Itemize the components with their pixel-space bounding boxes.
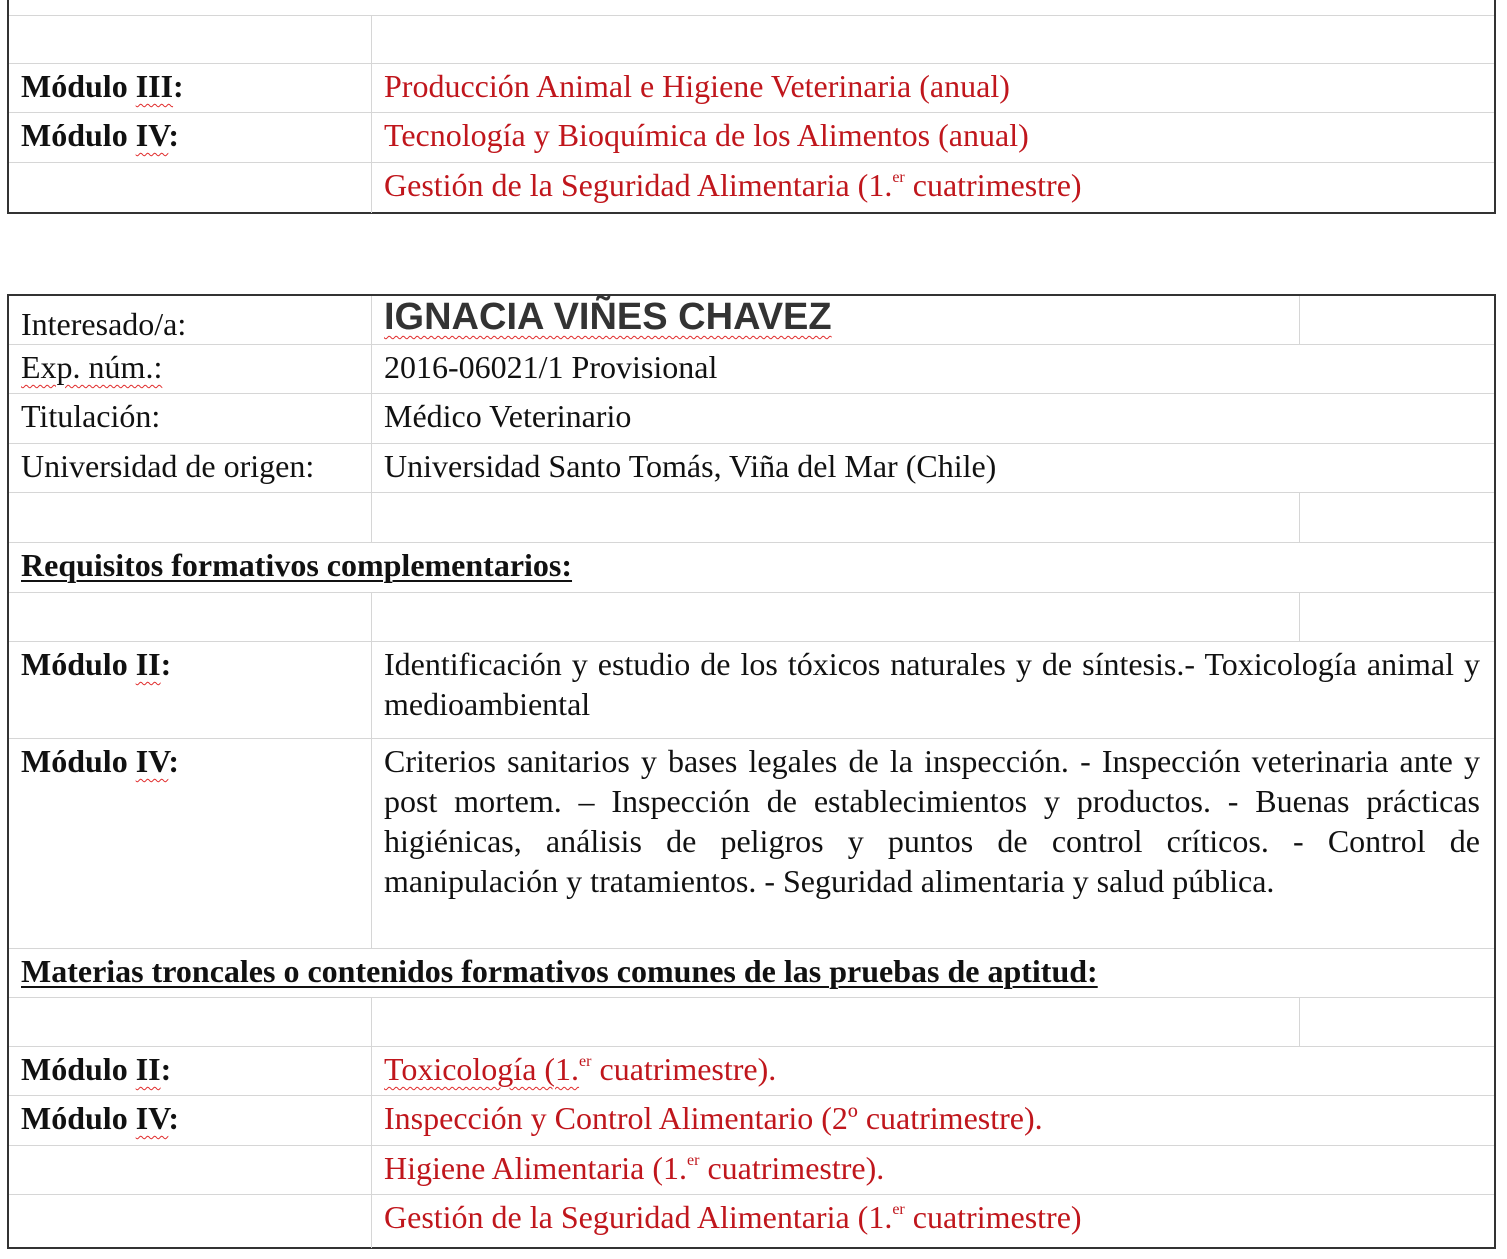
universidad-label: Universidad de origen: [21,448,315,484]
requisitos-modulo-iv-value: Criterios sanitarios y bases legales de la inspección. - Inspección veterinaria ante y post mortem. – Inspección de establecimientos y productos. - Buenas prácticas higiénicas, análisis de peligros y puntos de control críticos. - Control de manipulación y tratamientos. - Seguridad alimentaria y salud pública. [384,743,1480,899]
gestion-value: Gestión de la Seguridad Alimentaria (1.$^{er}$ cuatrimestre) [384,1199,1082,1235]
interesado-value [384,297,1480,338]
table-row [9,738,1494,949]
interesado-label: Interesado/a: [21,306,187,342]
requisitos-modulo-ii-value: Identificación y estudio de los tóxicos naturales y de síntesis.- Toxicología animal y medioambiental [384,646,1480,722]
module-label: Módulo IV: [21,1100,179,1136]
table-row [9,592,1494,642]
table-row [9,1145,1494,1195]
table-row [9,443,1494,493]
table-row [9,0,1494,15]
module-value: Producción Animal e Higiene Veterinaria (anual) [384,68,1010,104]
toxicologia-value: Toxicología (1.$^{er}$ cuatrimestre). [384,1051,777,1087]
module-label: Módulo III: [21,68,184,104]
table-row [9,1095,1494,1146]
module-numeral: IV [135,117,169,153]
table-row [9,112,1494,163]
module-label: Módulo IV: [21,117,179,153]
table-row [9,162,1494,213]
module-value: Tecnología y Bioquímica de los Alimentos (anual) [384,117,1029,153]
module-numeral: III [135,68,174,104]
table-row [9,344,1494,394]
table-row [9,15,1494,64]
table-row [9,948,1494,998]
exp-label: Exp. núm.: [21,349,163,385]
inspeccion-value: Inspección y Control Alimentario (2º cuatrimestre). [384,1100,1043,1136]
table-row [9,1194,1494,1248]
materias-heading: Materias troncales o contenidos formativos comunes de las pruebas de aptitud: [21,953,1098,989]
module-value: Gestión de la Seguridad Alimentaria (1.$^{er}$ cuatrimestre) [384,167,1082,203]
record-table [7,294,1496,1249]
table-row [9,63,1494,113]
applicant-name: IGNACIA VIÑES CHAVEZ [384,296,832,338]
table-row [9,641,1494,739]
table-row [9,1046,1494,1096]
universidad-value: Universidad Santo Tomás, Viña del Mar (Chile) [384,448,997,484]
higiene-value: Higiene Alimentaria (1.$^{er}$ cuatrimestre). [384,1150,885,1186]
module-label: Módulo II: [21,646,172,682]
table-row [9,997,1494,1047]
requisitos-heading: Requisitos formativos complementarios: [21,547,573,583]
table-row [9,393,1494,444]
table-row [9,296,1494,344]
titulacion-label: Titulación: [21,398,161,434]
module-label: Módulo IV: [21,743,179,779]
exp-value: 2016-06021/1 Provisional [384,349,718,385]
table-row [9,492,1494,543]
subjects-table-top [7,0,1496,214]
table-row [9,542,1494,593]
module-label: Módulo II: [21,1051,172,1087]
titulacion-value: Médico Veterinario [384,398,632,434]
